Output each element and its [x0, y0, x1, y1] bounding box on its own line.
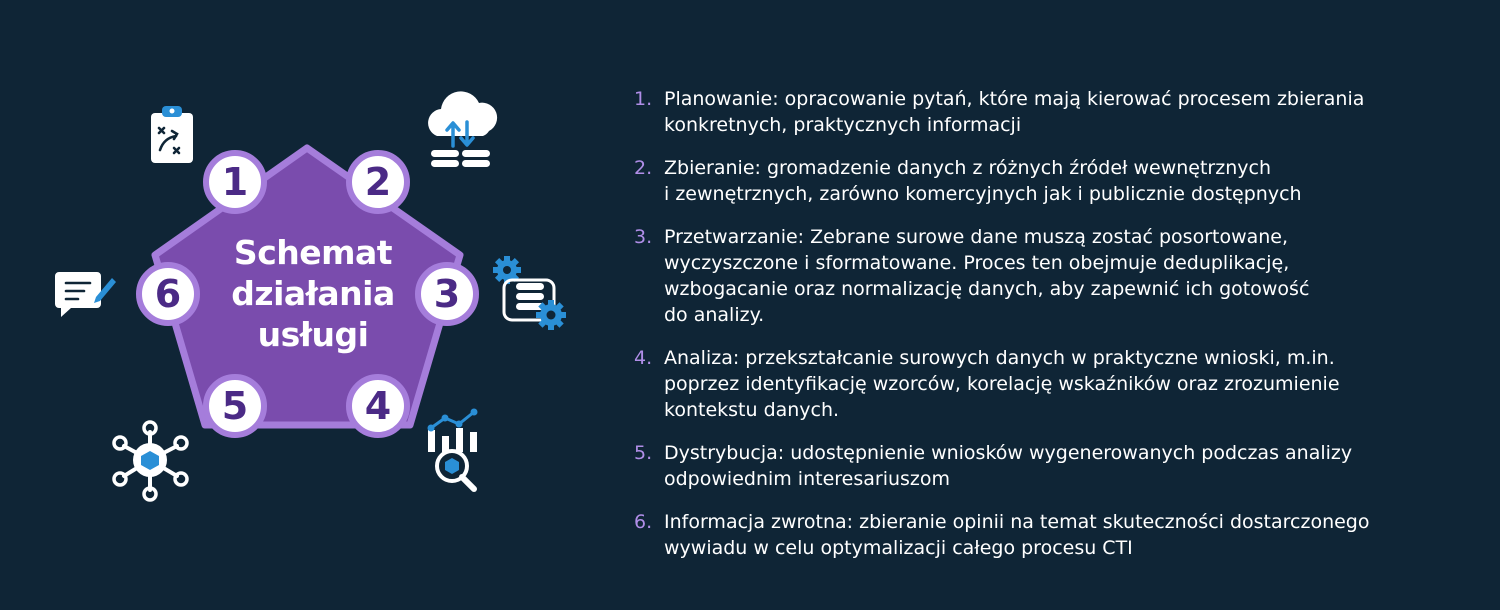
- node-number-1: 1: [221, 160, 249, 204]
- diagram-title-line-2: działania: [231, 274, 395, 313]
- step-item: [634, 509, 1474, 561]
- node-number-6: 6: [154, 272, 182, 316]
- step-item: [634, 440, 1474, 492]
- step-index: 1.: [634, 88, 653, 110]
- chart-magnifier-icon: [428, 409, 478, 490]
- step-item: [634, 86, 1474, 138]
- step-line: Przetwarzanie: Zebrane surowe dane muszą zostać posortowane,: [664, 226, 1289, 248]
- step-line: Dystrybucja: udostępnienie wniosków wygenerowanych podczas analizy: [664, 442, 1353, 464]
- diagram-title: [188, 232, 438, 355]
- step-index: 3.: [634, 226, 653, 248]
- step-line: wywiadu w celu optymalizacji całego procesu CTI: [664, 537, 1133, 559]
- diagram-title-line-3: usługi: [257, 315, 369, 354]
- document-edit-icon: [55, 272, 116, 317]
- step-line: do analizy.: [664, 304, 765, 326]
- step-index: 2.: [634, 157, 653, 179]
- step-item: [634, 345, 1474, 423]
- step-item: [634, 224, 1474, 328]
- node-number-2: 2: [364, 160, 392, 204]
- step-list: [634, 86, 1474, 578]
- step-text: [664, 86, 1474, 138]
- step-text: [664, 345, 1474, 423]
- step-line: i zewnętrznych, zarówno komercyjnych jak i publicznie dostępnych: [664, 183, 1302, 205]
- step-text: [664, 155, 1474, 207]
- step-line: Analiza: przekształcanie surowych danych w praktyczne wnioski, m.in.: [664, 347, 1335, 369]
- step-line: Zbieranie: gromadzenie danych z różnych źródeł wewnętrznych: [664, 157, 1271, 179]
- step-line: wzbogacanie oraz normalizację danych, aby zapewnić ich gotowość: [664, 278, 1310, 300]
- step-line: odpowiednim interesariuszom: [664, 468, 951, 490]
- step-item: [634, 155, 1474, 207]
- step-line: Planowanie: opracowanie pytań, które mają kierować procesem zbierania: [664, 88, 1365, 110]
- clipboard-strategy-icon: [151, 106, 193, 163]
- cloud-database-sync-icon: [428, 91, 497, 167]
- network-cube-icon: [114, 422, 187, 500]
- diagram-title-line-1: Schemat: [233, 233, 393, 272]
- step-index: 5.: [634, 442, 653, 464]
- node-number-4: 4: [364, 384, 392, 428]
- step-index: 4.: [634, 347, 653, 369]
- step-line: Informacja zwrotna: zbieranie opinii na temat skuteczności dostarczonego: [664, 511, 1370, 533]
- step-text: [664, 509, 1474, 561]
- step-line: kontekstu danych.: [664, 399, 840, 421]
- step-line: poprzez identyfikację wzorców, korelację wskaźników oraz zrozumienie: [664, 373, 1340, 395]
- step-text: [664, 224, 1474, 328]
- gears-database-icon: [493, 256, 566, 330]
- step-line: wyczyszczone i sformatowane. Proces ten obejmuje deduplikację,: [664, 252, 1290, 274]
- step-line: konkretnych, praktycznych informacji: [664, 114, 1022, 136]
- step-text: [664, 440, 1474, 492]
- step-index: 6.: [634, 511, 653, 533]
- node-number-5: 5: [221, 384, 249, 428]
- node-number-3: 3: [433, 272, 461, 316]
